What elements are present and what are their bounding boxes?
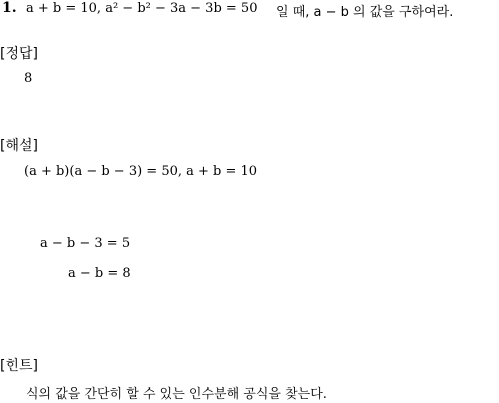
explanation-header: [해설] (0, 138, 38, 154)
problem-condition: a + b = 10, a² − b² − 3a − 3b = 50 (26, 1, 258, 16)
explanation-line-1: (a + b)(a − b − 3) = 50, a + b = 10 (24, 164, 258, 179)
answer-value: 8 (24, 71, 33, 86)
explanation-line-2: a − b − 3 = 5 (40, 236, 131, 251)
explanation-line-3: a − b = 8 (68, 266, 131, 281)
answer-header: [정답] (0, 46, 38, 62)
problem-question: 일 때, a − b 의 값을 구하여라. (276, 5, 454, 20)
hint-header: [힌트] (0, 358, 38, 374)
hint-text: 식의 값을 간단히 할 수 있는 인수분해 공식을 찾는다. (26, 387, 327, 402)
problem-number: 1. (2, 0, 17, 16)
